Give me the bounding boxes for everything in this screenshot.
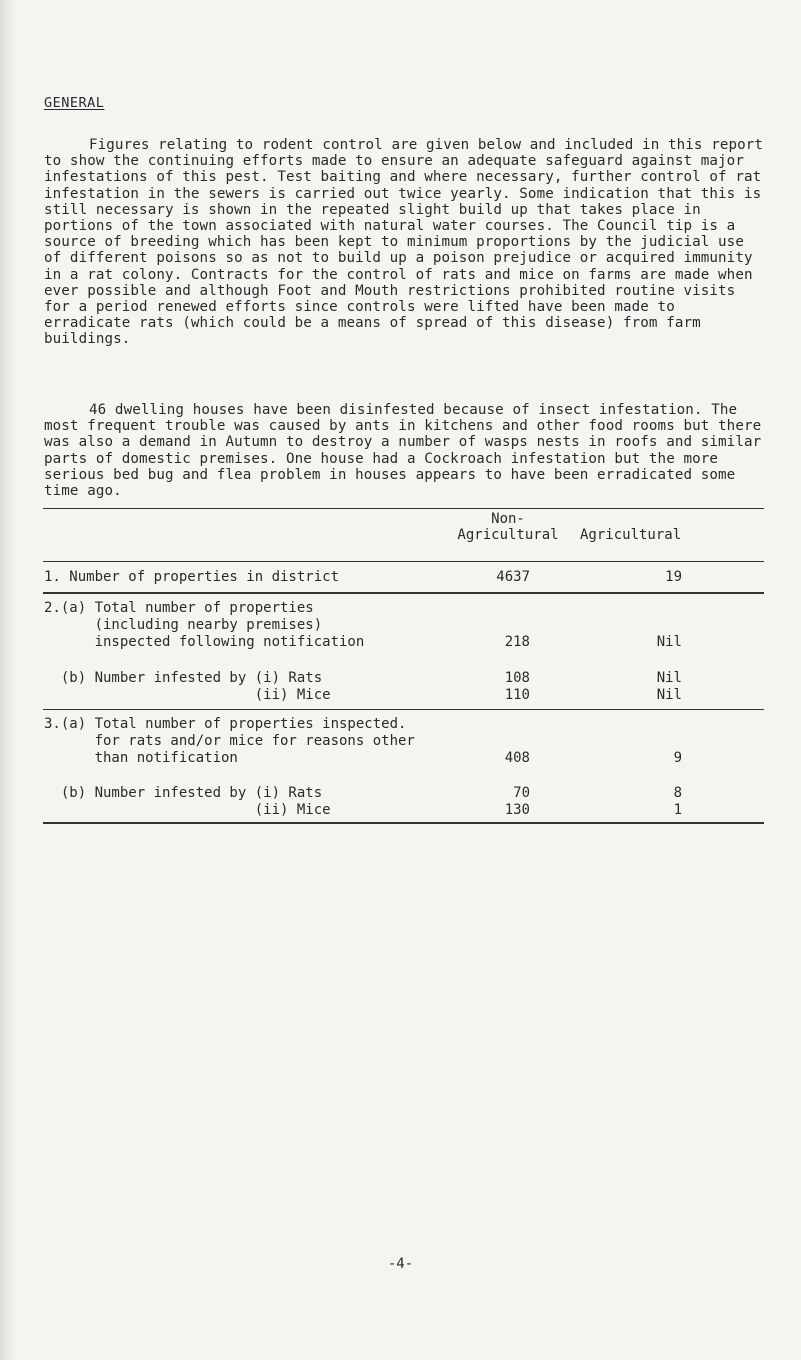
row-value-agricultural: 1 <box>673 802 682 818</box>
row-value-non-agricultural: 70 <box>513 785 530 801</box>
section-rule-1 <box>43 592 764 594</box>
page-number: -4- <box>387 1256 414 1272</box>
row-value-non-agricultural: 130 <box>504 802 530 818</box>
row-label: than notification <box>44 750 238 766</box>
row-value-agricultural: Nil <box>656 634 682 650</box>
section-heading: GENERAL <box>44 95 105 111</box>
column-header-agricultural: Agricultural <box>580 527 682 543</box>
row-value-agricultural: 9 <box>673 750 682 766</box>
column-header-non-agricultural: Non-Agricultural <box>457 511 559 543</box>
row-label: 2.(a) Total number of properties <box>44 600 314 616</box>
row-value-non-agricultural: 218 <box>504 634 530 650</box>
header-rule <box>43 561 764 562</box>
section-rule-2 <box>43 709 764 710</box>
row-label: 3.(a) Total number of properties inspected. <box>44 716 407 732</box>
paragraph-insect-infestation: 46 dwelling houses have been disinfested because of insect infestation. The most frequent trouble was caused by ants in kitchens and other food rooms but there was also a demand in Autumn to destroy a number of wasps nests in roofs and similar parts of domestic premises. One house had a Cockroach infestation but the more serious bed bug and flea problem in houses appears to have been erradicated some time ago. <box>44 402 762 500</box>
row-label: (b) Number infested by (i) Rats <box>44 785 323 801</box>
row-label: (including nearby premises) <box>44 617 323 633</box>
row-value-non-agricultural: 4637 <box>496 569 530 585</box>
row-value-agricultural: Nil <box>656 687 682 703</box>
row-value-agricultural: 8 <box>673 785 682 801</box>
row-label: (b) Number infested by (i) Rats <box>44 670 323 686</box>
row-value-agricultural: 19 <box>665 569 682 585</box>
paragraph-rodent-control: Figures relating to rodent control are given below and included in this report to show the continuing efforts made to ensure an adequate safeguard against major infestations of this pest. Test baiting and where necessary, further control of rat infestation in the sewers is carried out twice yearly. Some indication that this is still necessary is shown in the repeated slight build up that takes place in portions of the town associated with natural water courses. The Council tip is a source of breeding which has been kept to minimum proportions by the judicial use of different poisons so as not to build up a poison prejudice or acquired immunity in a rat colony. Contracts for the control of rats and mice on farms are made when ever possible and although Foot and Mouth restrictions prohibited routine visits for a period renewed efforts since controls were lifted have been made to erradicate rats (which could be a means of spread of this disease) from farm buildings. <box>44 137 764 348</box>
row-value-non-agricultural: 108 <box>504 670 530 686</box>
table-bottom-rule <box>43 822 764 824</box>
row-label: inspected following notification <box>44 634 365 650</box>
table-top-rule <box>43 508 764 509</box>
row-value-agricultural: Nil <box>656 670 682 686</box>
row-value-non-agricultural: 110 <box>504 687 530 703</box>
row-value-non-agricultural: 408 <box>504 750 530 766</box>
row-label: (ii) Mice <box>44 802 331 818</box>
row-label: for rats and/or mice for reasons other <box>44 733 415 749</box>
row-label: (ii) Mice <box>44 687 331 703</box>
row-label: 1. Number of properties in district <box>44 569 340 585</box>
